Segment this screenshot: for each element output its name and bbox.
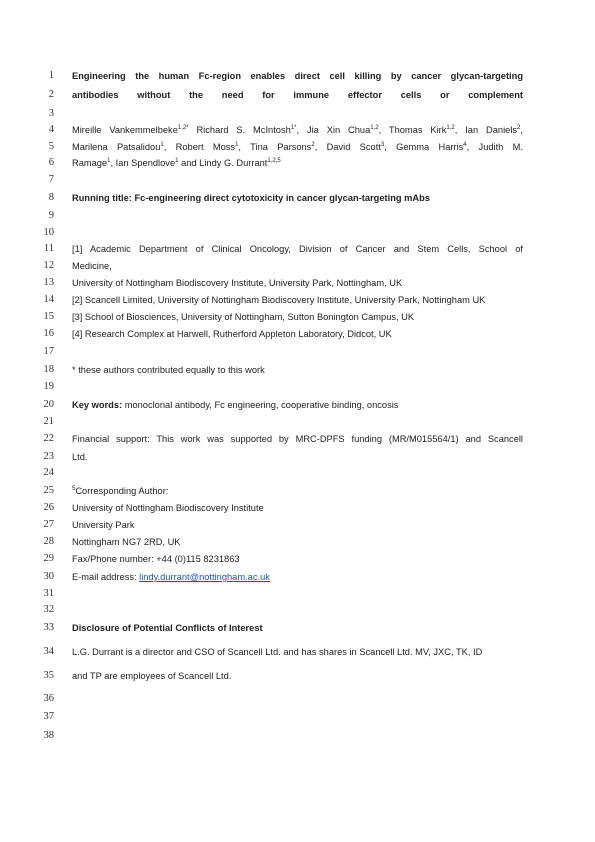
author-name: Ramage (72, 158, 108, 168)
author-name: Marilena Patsalidou (72, 142, 161, 152)
author-affil: 1,2 (446, 125, 455, 131)
author-name: Tina Parsons (250, 142, 312, 152)
author-affil: 1,2 (370, 125, 379, 131)
line-number: 10 (43, 227, 54, 238)
line-number: 25 (43, 485, 54, 496)
corr-address-1: University of Nottingham Biodiscovery Institute (72, 503, 264, 513)
author-affil: 3 (380, 142, 385, 148)
line-number: 33 (43, 622, 54, 633)
corr-address-2: University Park (72, 520, 135, 530)
line-number: 36 (43, 693, 54, 704)
author-affil: 1 (160, 142, 164, 148)
author-affil: 1 (175, 158, 179, 164)
author-affil: 1 (235, 142, 239, 148)
affiliation-3: [3] School of Biosciences, University of Nottingham, Sutton Bonington Campus, UK (72, 312, 415, 322)
author-affil: 1* (290, 125, 297, 131)
title-line-1: Engineering the human Fc-region enables direct cell killing by cancer glycan-targeting (72, 71, 523, 81)
keywords-list: monoclonal antibody, Fc engineering, cooperative binding, oncosis (122, 400, 399, 410)
author-name: Ian Spendlove (115, 158, 176, 168)
running-title: Running title: Fc-engineering direct cytotoxicity in cancer glycan-targeting mAbs (72, 193, 430, 203)
line-number: 37 (43, 711, 54, 722)
author-name: Lindy G. Durrant (199, 158, 268, 168)
line-number: 28 (43, 536, 54, 547)
author-name: David Scott (326, 142, 381, 152)
affiliation-1-cont: Medicine, (72, 261, 112, 271)
line-number: 6 (48, 157, 54, 168)
affiliation-4: [4] Research Complex at Harwell, Rutherford Appleton Laboratory, Didcot, UK (72, 329, 392, 339)
author-affil: 4 (463, 142, 467, 148)
financial-support-line-2: Ltd. (72, 452, 88, 462)
line-number: 35 (43, 670, 54, 681)
line-number: 38 (43, 730, 54, 741)
line-number: 32 (43, 604, 54, 615)
line-number: 20 (43, 399, 54, 410)
line-number: 14 (43, 294, 54, 305)
line-number: 30 (43, 571, 54, 582)
authors-line-1: Mireille Vankemmelbeke$^{1,2*}$ Richard S. McIntosh$^{1*}$, Jia Xin Chua$^{1,2}$, Thomas Kirk$^{1,2}$, Ian Daniels$^2$, (72, 125, 523, 135)
line-number: 18 (43, 364, 54, 375)
line-number: 34 (43, 646, 54, 657)
author-name: Richard S. McIntosh (196, 125, 291, 135)
authors-line-2: Marilena Patsalidou$^1$, Robert Moss$^1$, Tina Parsons$^2$, David Scott$^3$, Gemma Harris$^4$, Judith M. (72, 142, 523, 152)
line-number: 4 (48, 124, 54, 135)
corr-affil: 5 (72, 486, 76, 492)
author-name: Robert Moss (175, 142, 236, 152)
line-number: 11 (43, 243, 54, 254)
authors-line-3: Ramage$^1$, Ian Spendlove$^1$ and Lindy G. Durrant$^{1,2,5}$ (72, 158, 281, 168)
line-number: 5 (48, 141, 54, 152)
email-label: E-mail address: (72, 572, 140, 582)
line-number: 12 (43, 260, 54, 271)
line-number: 29 (43, 553, 54, 564)
line-number: 3 (48, 108, 54, 119)
line-number: 8 (48, 192, 54, 203)
line-number: 21 (43, 416, 54, 427)
corr-email-line (72, 571, 523, 583)
corresponding-author-label: $^5$Corresponding Author: (72, 486, 169, 496)
disclosure-line-2: and TP are employees of Scancell Ltd. (72, 671, 232, 681)
line-number: 1 (48, 70, 54, 81)
author-name: Mireille Vankemmelbeke (72, 125, 178, 135)
author-affil: 1,2* (177, 125, 189, 131)
line-number: 31 (43, 588, 54, 599)
line-number: 22 (43, 433, 54, 444)
author-affil: 2 (311, 142, 315, 148)
affiliation-1: [1] Academic Department of Clinical Oncology, Division of Cancer and Stem Cells, School of (72, 244, 523, 254)
disclosure-title: Disclosure of Potential Conflicts of Interest (72, 623, 263, 633)
line-number: 26 (43, 502, 54, 513)
author-name: Jia Xin Chua (306, 125, 371, 135)
line-number: 24 (43, 467, 54, 478)
line-number: 13 (43, 277, 54, 288)
line-number: 2 (48, 89, 54, 100)
affiliation-2: [2] Scancell Limited, University of Nottingham Biodiscovery Institute, University Park, Nottingham UK (72, 295, 486, 305)
keywords (72, 399, 523, 411)
financial-support-line-1: Financial support: This work was supported by MRC-DPFS funding (MR/M015564/1) and Scancell (72, 434, 523, 444)
line-number: 23 (43, 451, 54, 462)
keywords-label: Key words: (72, 400, 123, 410)
corr-phone: Fax/Phone number: +44 (0)115 8231863 (72, 554, 240, 564)
author-name: Ian Daniels (465, 125, 518, 135)
title-line-2: antibodies without the need for immune effector cells or complement (72, 90, 523, 100)
line-number: 19 (43, 381, 54, 392)
author-name: Judith M. (478, 142, 523, 152)
disclosure-line-1: L.G. Durrant is a director and CSO of Scancell Ltd. and has shares in Scancell Ltd. MV, JXC, TK, ID (72, 647, 483, 657)
author-affil: 1 (107, 158, 111, 164)
line-number: 15 (43, 311, 54, 322)
email-link[interactable]: lindy.durrant@nottingham.ac.uk (139, 572, 270, 582)
author-affil: 1,2,5 (267, 158, 281, 164)
author-name: Gemma Harris (396, 142, 464, 152)
line-number: 17 (43, 346, 54, 357)
equal-contribution-note: * these authors contributed equally to this work (72, 365, 265, 375)
line-number: 16 (43, 328, 54, 339)
affiliation-1-address: University of Nottingham Biodiscovery Institute, University Park, Nottingham, UK (72, 278, 403, 288)
line-number: 7 (48, 174, 54, 185)
line-number: 9 (48, 210, 54, 221)
corr-address-3: Nottingham NG7 2RD, UK (72, 537, 181, 547)
line-number: 27 (43, 519, 54, 530)
author-affil: 2 (517, 125, 521, 131)
author-name: Thomas Kirk (388, 125, 447, 135)
